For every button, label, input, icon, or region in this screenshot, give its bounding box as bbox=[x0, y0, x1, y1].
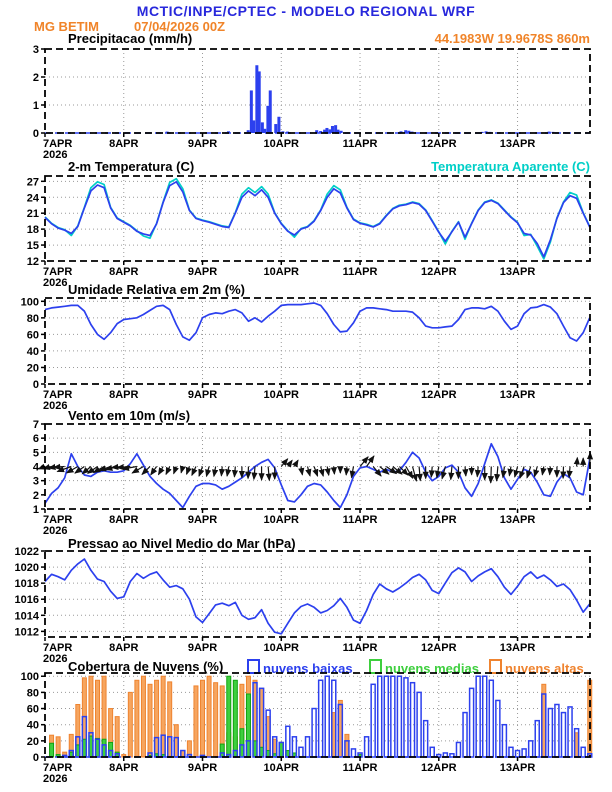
x-tick-label: 10APR bbox=[263, 138, 300, 150]
y-tick-label: 60 bbox=[26, 703, 39, 716]
y-tick-label: 3 bbox=[32, 475, 39, 488]
wind-arrow bbox=[174, 467, 177, 474]
x-tick-label: 12APR bbox=[421, 762, 457, 774]
wind-arrow bbox=[569, 467, 570, 478]
cloud-high-bar bbox=[56, 737, 60, 757]
legend-apparent-temperature: Temperatura Aparente (C) bbox=[431, 159, 590, 174]
cloud-low-bar bbox=[483, 676, 487, 757]
wind-arrow bbox=[199, 467, 202, 477]
x-tick-label: 9APR bbox=[187, 642, 218, 654]
year-label: 2026 bbox=[43, 400, 68, 412]
x-tick-label: 8APR bbox=[109, 762, 139, 774]
x-tick-label: 8APR bbox=[109, 138, 139, 150]
wind-arrow bbox=[465, 467, 466, 476]
y-tick-label: 1 bbox=[32, 100, 39, 112]
wind-arrow bbox=[515, 467, 518, 477]
y-tick-label: 0 bbox=[32, 752, 39, 764]
y-tick-label: 60 bbox=[26, 329, 39, 342]
wind-arrow bbox=[520, 467, 524, 479]
panel-title-precipitation: Precipitacao (mm/h) bbox=[68, 31, 193, 46]
x-tick-label: 7APR bbox=[43, 266, 73, 278]
wind-arrow bbox=[308, 467, 311, 476]
x-tick-label: 9APR bbox=[187, 389, 218, 401]
wind-arrow bbox=[206, 467, 209, 477]
x-tick-label: 13APR bbox=[499, 514, 536, 526]
x-tick-label: 10APR bbox=[263, 266, 300, 278]
cloud-low-bar bbox=[463, 713, 467, 757]
y-tick-label: 20 bbox=[26, 362, 39, 375]
cloud-low-bar bbox=[306, 737, 310, 757]
x-tick-label: 7APR bbox=[43, 389, 73, 401]
x-tick-label: 8APR bbox=[109, 389, 139, 401]
y-tick-label: 1 bbox=[32, 504, 39, 516]
y-tick-label: 0 bbox=[32, 128, 39, 140]
wind-arrow bbox=[192, 467, 196, 476]
page-title: MCTIC/INPE/CPTEC - MODELO REGIONAL WRF bbox=[136, 3, 476, 19]
cloud-low-bar bbox=[351, 749, 355, 757]
y-tick-label: 24 bbox=[26, 192, 39, 205]
station-label: MG BETIM bbox=[34, 19, 99, 34]
wind-arrow bbox=[327, 467, 329, 476]
plot-frame bbox=[45, 673, 590, 757]
cloud-low-bar bbox=[561, 713, 565, 757]
cloud-low-bar bbox=[489, 680, 493, 757]
precip-bar bbox=[331, 126, 334, 133]
x-tick-label: 11APR bbox=[342, 642, 378, 654]
x-tick-label: 10APR bbox=[263, 389, 300, 401]
wind-arrow bbox=[550, 467, 551, 475]
y-tick-label: 100 bbox=[20, 671, 39, 684]
wind-arrow bbox=[406, 467, 413, 479]
y-tick-label: 6 bbox=[32, 433, 39, 446]
plot-frame bbox=[45, 298, 590, 384]
y-tick-label: 1020 bbox=[14, 562, 39, 575]
year-label: 2026 bbox=[43, 525, 68, 537]
precip-bar bbox=[277, 117, 280, 133]
x-tick-label: 12APR bbox=[421, 514, 457, 526]
wind-arrow bbox=[158, 467, 163, 475]
cloud-mid-bar bbox=[233, 680, 237, 757]
y-tick-label: 1016 bbox=[14, 594, 39, 607]
cloud-low-bar bbox=[312, 709, 316, 757]
x-tick-label: 8APR bbox=[109, 266, 139, 278]
wind-arrow bbox=[288, 460, 292, 466]
y-tick-label: 80 bbox=[26, 312, 39, 325]
wind-arrow bbox=[346, 467, 347, 475]
x-tick-label: 8APR bbox=[109, 514, 139, 526]
cloud-low-bar bbox=[529, 741, 533, 757]
wind-arrow bbox=[181, 467, 183, 473]
year-label: 2026 bbox=[43, 277, 68, 289]
precip-bar bbox=[274, 124, 277, 133]
x-tick-label: 12APR bbox=[421, 138, 457, 150]
y-tick-label: 40 bbox=[26, 345, 39, 358]
cloud-high-bar bbox=[135, 680, 139, 757]
x-tick-label: 7APR bbox=[43, 762, 73, 774]
run-datetime-label: 07/04/2026 00Z bbox=[134, 19, 226, 34]
wind-arrow bbox=[294, 460, 298, 466]
y-tick-label: 1022 bbox=[14, 546, 39, 558]
precip-bar bbox=[269, 90, 272, 133]
y-tick-label: 100 bbox=[20, 296, 39, 309]
cloud-mid-bar bbox=[227, 676, 231, 757]
x-tick-label: 13APR bbox=[499, 762, 536, 774]
wind-arrow bbox=[334, 467, 335, 474]
year-label: 2026 bbox=[43, 773, 68, 785]
wind-arrow bbox=[509, 467, 511, 476]
y-tick-label: 20 bbox=[26, 735, 39, 748]
y-tick-label: 1014 bbox=[14, 610, 39, 623]
wind-arrow bbox=[268, 467, 269, 481]
cloud-low-bar bbox=[325, 676, 329, 757]
wind-arrow bbox=[535, 467, 538, 477]
plot-frame bbox=[45, 176, 590, 261]
x-tick-label: 8APR bbox=[109, 642, 139, 654]
y-tick-label: 2 bbox=[32, 72, 39, 84]
cloud-low-bar bbox=[568, 707, 572, 757]
wind-arrow bbox=[577, 458, 578, 467]
coordinates-label: 44.1983W 19.9678S 860m bbox=[434, 31, 590, 46]
cloud-low-bar bbox=[581, 747, 585, 757]
wind-arrow bbox=[321, 467, 324, 477]
panel-title-temperature: 2-m Temperatura (C) bbox=[68, 159, 195, 174]
panel-title-pressure: Pressao ao Nivel Medio do Mar (hPa) bbox=[68, 536, 296, 551]
cloud-high-bar bbox=[207, 676, 211, 757]
cloud-low-bar bbox=[384, 676, 388, 757]
wind-arrow bbox=[477, 467, 478, 477]
cloud-low-bar bbox=[397, 676, 401, 757]
plot-frame bbox=[45, 49, 590, 133]
x-tick-label: 7APR bbox=[43, 642, 73, 654]
wind-arrow bbox=[227, 467, 229, 477]
cloud-high-bar bbox=[214, 683, 218, 757]
x-tick-label: 11APR bbox=[342, 514, 378, 526]
pressure-line bbox=[45, 559, 590, 634]
x-tick-label: 7APR bbox=[43, 514, 73, 526]
cloud-low-bar bbox=[476, 676, 480, 757]
x-tick-label: 9APR bbox=[187, 514, 218, 526]
x-tick-label: 7APR bbox=[43, 138, 73, 150]
y-tick-label: 15 bbox=[26, 240, 39, 253]
wind-arrow bbox=[542, 467, 543, 475]
precip-bar bbox=[252, 120, 255, 133]
precip-bar bbox=[258, 71, 261, 133]
plot-frame bbox=[45, 551, 590, 637]
cloud-low-bar bbox=[548, 709, 552, 757]
wind-arrow bbox=[314, 467, 317, 477]
wind-arrow bbox=[187, 467, 190, 475]
cloud-low-bar bbox=[365, 737, 369, 757]
x-tick-label: 10APR bbox=[263, 762, 300, 774]
x-tick-label: 13APR bbox=[499, 389, 536, 401]
cloud-low-bar bbox=[299, 747, 303, 757]
y-tick-label: 3 bbox=[32, 44, 39, 56]
y-tick-label: 1012 bbox=[14, 626, 39, 639]
apparent-temperature-line bbox=[45, 179, 590, 259]
x-tick-label: 12APR bbox=[421, 642, 457, 654]
x-tick-label: 9APR bbox=[187, 266, 218, 278]
y-tick-label: 18 bbox=[26, 224, 39, 237]
wind-arrow bbox=[491, 467, 492, 483]
x-tick-label: 13APR bbox=[499, 138, 536, 150]
wind-arrow bbox=[301, 467, 302, 475]
wind-arrow bbox=[151, 467, 157, 475]
cloud-high-bar bbox=[148, 684, 152, 757]
cloud-low-bar bbox=[535, 721, 539, 757]
panel-title-clouds: Cobertura de Nuvens (%) bbox=[68, 659, 224, 674]
cloud-low-bar bbox=[555, 705, 559, 758]
y-tick-label: 1018 bbox=[14, 578, 39, 591]
cloud-low-bar bbox=[502, 725, 506, 757]
y-tick-label: 7 bbox=[32, 419, 39, 431]
cloud-low-bar bbox=[371, 684, 375, 757]
wind-arrow bbox=[281, 459, 287, 467]
x-tick-label: 12APR bbox=[421, 389, 457, 401]
cloud-low-bar bbox=[404, 678, 408, 757]
cloud-low-bar bbox=[378, 676, 382, 757]
wind-arrow bbox=[451, 467, 452, 480]
y-tick-label: 0 bbox=[32, 379, 39, 391]
cloud-low-bar bbox=[417, 692, 421, 757]
y-tick-label: 12 bbox=[26, 256, 39, 268]
cloud-low-bar bbox=[522, 749, 526, 757]
y-tick-label: 4 bbox=[32, 461, 39, 474]
year-label: 2026 bbox=[43, 653, 68, 665]
humidity-line bbox=[45, 303, 590, 341]
x-tick-label: 10APR bbox=[263, 514, 300, 526]
x-tick-label: 11APR bbox=[342, 266, 378, 278]
legend-high-clouds-label: nuvens altas bbox=[505, 661, 584, 676]
x-tick-label: 12APR bbox=[421, 266, 457, 278]
x-tick-label: 9APR bbox=[187, 138, 218, 150]
cloud-low-bar bbox=[430, 747, 434, 757]
panel-title-humidity: Umidade Relativa em 2m (%) bbox=[68, 282, 246, 297]
x-tick-label: 13APR bbox=[499, 266, 536, 278]
x-tick-label: 11APR bbox=[342, 762, 378, 774]
cloud-low-bar bbox=[470, 688, 474, 757]
cloud-low-bar bbox=[411, 683, 415, 757]
wind-arrow bbox=[419, 467, 420, 481]
wind-arrow bbox=[166, 467, 170, 475]
legend-mid-clouds-label: nuvens medias bbox=[385, 661, 479, 676]
panel-title-wind: Vento em 10m (m/s) bbox=[68, 408, 191, 423]
y-tick-label: 80 bbox=[26, 687, 39, 700]
cloud-mid-bar bbox=[50, 743, 54, 757]
x-tick-label: 9APR bbox=[187, 762, 218, 774]
wind-arrow bbox=[497, 467, 498, 481]
x-tick-label: 11APR bbox=[342, 138, 378, 150]
cloud-high-bar bbox=[128, 692, 132, 757]
cloud-high-bar bbox=[141, 676, 145, 757]
cloud-high-bar bbox=[201, 680, 205, 757]
x-tick-label: 13APR bbox=[499, 642, 536, 654]
x-tick-label: 10APR bbox=[263, 642, 300, 654]
y-tick-label: 5 bbox=[32, 447, 39, 460]
y-tick-label: 40 bbox=[26, 719, 39, 732]
wind-arrow bbox=[431, 467, 432, 478]
legend-low-clouds-label: nuvens baixas bbox=[263, 661, 353, 676]
cloud-low-bar bbox=[456, 742, 460, 757]
wind-arrow bbox=[221, 467, 222, 476]
year-label: 2026 bbox=[43, 149, 68, 161]
cloud-high-bar bbox=[194, 686, 198, 757]
y-tick-label: 27 bbox=[26, 176, 39, 189]
cloud-low-bar bbox=[391, 676, 395, 757]
wind-arrow bbox=[234, 467, 235, 477]
wind-arrow bbox=[413, 467, 417, 481]
cloud-high-bar bbox=[115, 717, 119, 757]
y-tick-label: 21 bbox=[26, 208, 39, 221]
cloud-low-bar bbox=[319, 680, 323, 757]
cloud-low-bar bbox=[509, 747, 513, 757]
y-tick-label: 2 bbox=[32, 489, 39, 502]
wind-arrow bbox=[214, 467, 216, 477]
x-tick-label: 11APR bbox=[342, 389, 378, 401]
cloud-low-bar bbox=[424, 721, 428, 757]
